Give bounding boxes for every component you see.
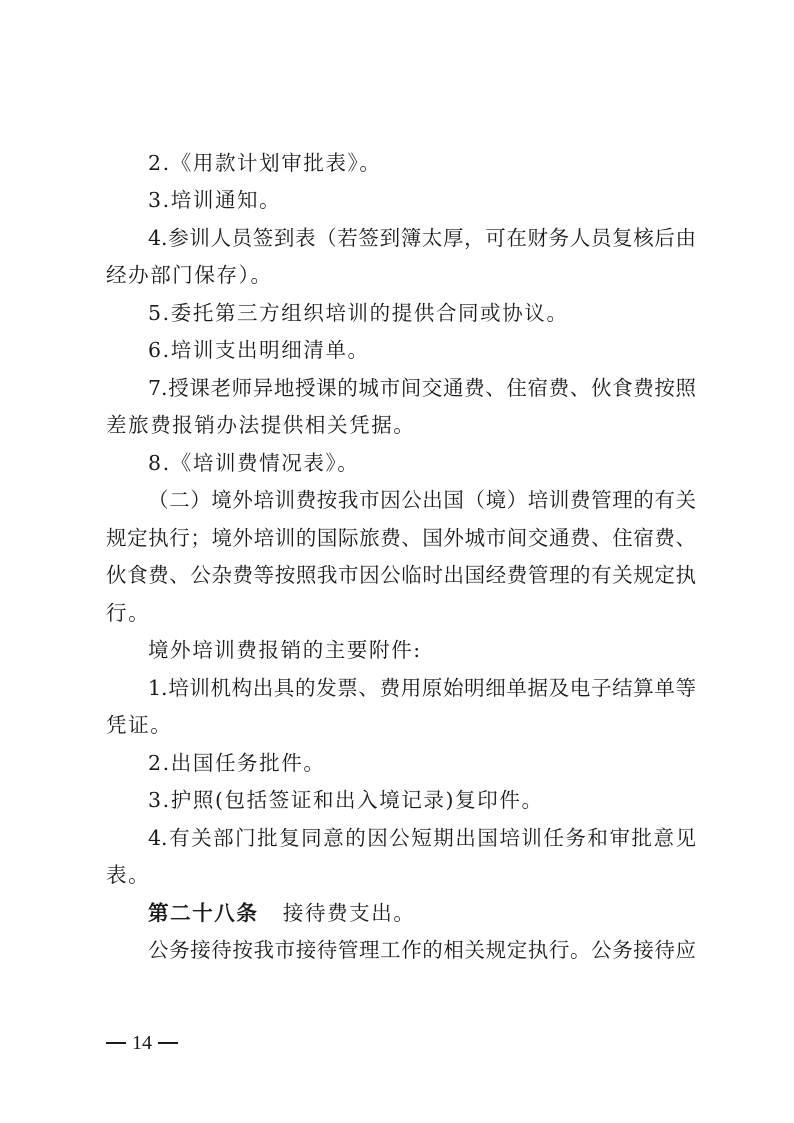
paragraph-line: 5.委托第三方组织培训的提供合同或协议。 bbox=[148, 301, 569, 325]
page-number: 14 bbox=[132, 1032, 152, 1054]
paragraph-line: 8.《培训费情况表》。 bbox=[148, 451, 360, 475]
paragraph-line: 3.培训通知。 bbox=[148, 188, 282, 212]
page-footer bbox=[106, 1030, 178, 1056]
footer-dash-right bbox=[158, 1042, 178, 1044]
paragraph-line: 公务接待按我市接待管理工作的相关规定执行。公务接待应 bbox=[148, 938, 696, 962]
paragraph-line: 伙食费、公杂费等按照我市因公临时出国经费管理的有关规定执 bbox=[106, 563, 696, 587]
paragraph-line: 3.护照(包括签证和出入境记录)复印件。 bbox=[148, 788, 544, 812]
paragraph-line: 差旅费报销办法提供相关凭据。 bbox=[106, 413, 416, 437]
paragraph-line: 6.培训支出明细清单。 bbox=[148, 338, 370, 362]
paragraph-line: （二）境外培训费按我市因公出国（境）培训费管理的有关 bbox=[148, 488, 696, 512]
footer-dash-left bbox=[106, 1042, 126, 1044]
paragraph-line: 表。 bbox=[106, 863, 151, 887]
paragraph-line: 规定执行；境外培训的国际旅费、国外城市间交通费、住宿费、 bbox=[106, 526, 696, 550]
paragraph-line: 凭证。 bbox=[106, 713, 173, 737]
article-title: 接待费支出。 bbox=[282, 901, 416, 925]
paragraph-line: 1.培训机构出具的发票、费用原始明细单据及电子结算单等 bbox=[148, 676, 696, 700]
paragraph-line: 境外培训费报销的主要附件: bbox=[148, 638, 422, 662]
paragraph-line: 4.有关部门批复同意的因公短期出国培训任务和审批意见 bbox=[148, 826, 696, 850]
paragraph-line: 经办部门保存）。 bbox=[106, 263, 273, 287]
paragraph-line: 2.《用款计划审批表》。 bbox=[148, 151, 382, 175]
article-heading-line bbox=[148, 900, 696, 926]
paragraph-line: 7.授课老师异地授课的城市间交通费、住宿费、伙食费按照 bbox=[148, 376, 696, 400]
article-number: 第二十八条 bbox=[148, 901, 259, 925]
paragraph-line: 2.出国任务批件。 bbox=[148, 751, 326, 775]
paragraph-line: 4.参训人员签到表（若签到簿太厚，可在财务人员复核后由 bbox=[148, 226, 696, 250]
paragraph-line: 行。 bbox=[106, 601, 151, 625]
